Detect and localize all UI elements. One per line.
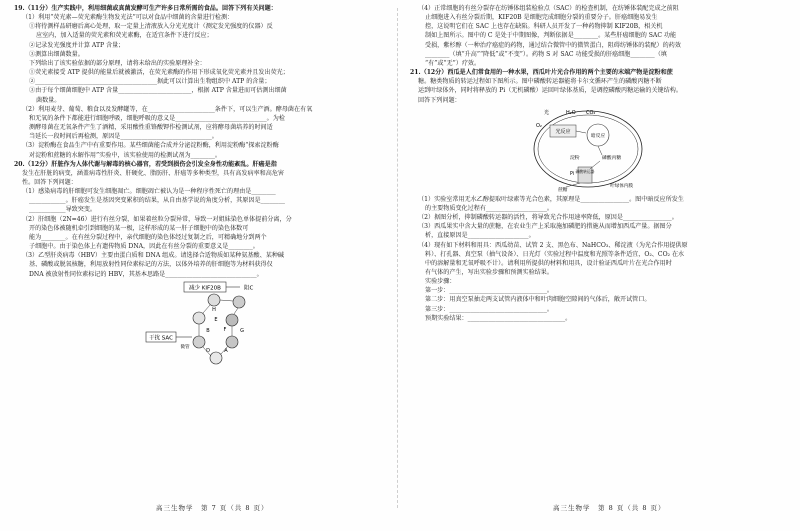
q20-part2-l3: 能为________。在有丝分裂过程中，亲代细胞的染色体经过复制之后，可精确地分到两个 (29, 233, 267, 241)
q20-part4-l5: 受损，紫杉醇（一种治疗癌症的药物，通过结合微管中的微管蛋白，阻碍纺锤体的装配）的药效 (425, 41, 681, 49)
label-e: E (214, 316, 218, 323)
q20-part4-l4: 制如上图所示。图中的 C 是处于中期图像，判断依据是________。某些肝癌细胞的 SAC 功能 (425, 32, 677, 40)
q20-part3-l2: 基、磷酸或脱氧核糖，利用放射性同位素标记的方法，以体外培养的肝细胞等为材料获得仅 (29, 261, 273, 269)
right-column (410, 4, 788, 323)
h2o-label: H₂O (566, 109, 576, 116)
q19-part2: （2）利用麦芽、葡萄、粮食以及发酵罐等，在______________________条件下，可以生产酒。酵母菌在有氧 (22, 105, 313, 113)
q20-intro-l2: 发生在肝脏的病变，涵盖病毒性肝炎、肝硬化、脂肪肝、肝癌等多种类型，具有高发病率和高危害 (22, 169, 285, 177)
q21-step2: 第二步：用真空泵抽走两支试管内液体中和叶肉细胞空隙间的气体后，敞开试管口。 (425, 296, 651, 304)
q20-part1-l3: ____________导致突变。 (29, 206, 97, 214)
q21-part1: （1）实验室常用无水乙醇提取叶绿素等光合色素，其原理是________________。图中暗反应所发生 (418, 195, 684, 203)
q21-intro-l2: 糖。糖类物质的转运过程如下图所示。图中磷酸转运器能将卡尔文循环产生的磷酸丙糖不断 (418, 78, 662, 86)
light-label: 光 (544, 109, 550, 116)
q19-principle3: ③由于每个细菌细胞中 ATP 含量________________________，根据 ATP 含量进而可估测出细菌 (29, 87, 287, 95)
pi-label: Pi (570, 171, 575, 177)
q19-principle1: ①荧光素接受 ATP 提供的能量后就被激活，在荧光素酶的作用下形成氧化荧光素并且发出荧光； (29, 69, 289, 77)
q19-principle2: ②________________________________________据此可以计算出生物组织中 ATP 的含量； (29, 78, 271, 86)
sac-label: 干扰 SAC (149, 335, 173, 342)
q19-step1: ①将待测样品研磨后离心处理，取一定量上清液放入分光光度计（测定发光强度的仪器）反 (29, 23, 273, 31)
question-21-title: 21.（12分）西瓜是人们常食用的一种水果，西瓜叶片光合作用的两个主要的末端产物是淀粉和蔗 (410, 69, 673, 77)
q19-step1-cont: 应室内，加入适量的荧光素和荧光素酶，在适宜条件下进行反应； (36, 32, 213, 40)
q20-part3-l3: DNA 被放射性同位素标记的 HBV，其基本思路是______________________________。 (29, 270, 263, 278)
cell-bottom-left (193, 336, 205, 348)
q21-steps-heading: 实验步骤： (425, 278, 456, 286)
arrow-7 (203, 305, 210, 313)
column-divider (397, 8, 398, 508)
q20-part2-l4: 子细胞中。由于染色体上有遗传物质 DNA，因此在有丝分裂的重要意义是________。 (29, 243, 259, 251)
label-microtubule: 微管 (180, 344, 190, 350)
q19-part2-l2: 和无氧的条件下都能进行细胞呼吸，细胞呼吸的意义是______________________________。为检 (29, 114, 285, 122)
q21-part1-l2: 的主要物质变化过程有____________________。 (425, 204, 553, 212)
question-20-title: 20.（12分）肝脏作为人体代谢与解毒的核心器官，若受到损伤会引发全身性功能紊乱。肝癌是指 (14, 160, 277, 168)
q20-part4: （4）正常细胞的有丝分裂存在纺锤体组装检验点（SAC）的检查机制，在纺锤体装配完成之前阻 (418, 5, 679, 12)
label-b: B (206, 327, 210, 334)
q21-intro-l3: 运到叶绿体外，同时将释放的 Pi（无机磷酸）运回叶绿体基质，是调控磷酸丙糖运输的关键结构。 (418, 87, 682, 95)
label-h: H (212, 306, 216, 313)
q21-part4-l2: 料）、打孔器、真空泵（抽气设备）、日光灯（实验过程中温度和光照等条件适宜，O₂、CO₂ 在水 (425, 250, 685, 258)
q19-principle-intro: 下列给出了该实验依据的部分原理，请将未给出的实验原理补全： (29, 59, 206, 67)
label-a: A (224, 347, 228, 354)
flow-arrow-3 (590, 161, 600, 169)
q19-part3: （3）淀粉酶在食品生产中有重要作用。某些细菌能合成并分泌淀粉酶，利用淀粉酶“探索淀粉酶 (22, 142, 279, 150)
chloroplast-figure (530, 107, 650, 193)
kif20b-label: 减少 KIF20B (189, 285, 221, 292)
cell-top-right (233, 296, 245, 308)
sucrose-label: 蔗糖 (558, 187, 568, 193)
q19-principle3-cont: 菌数量。 (36, 96, 61, 104)
q20-part1-l2: ____________。肝癌发生是基因突变累积的结果，从自由基学说的角度分析，其原因是________ (29, 197, 285, 205)
q20-part3: （3）乙型肝炎病毒（HBV）主要由蛋白质和 DNA 组成。请选择合适物质如某种氨基酸、某种碱 (22, 252, 285, 260)
q20-part2-l2: 开的染色体被随机牵引到细胞的某一极，这样形成的某一肝子细胞中的染色体数可 (29, 224, 249, 232)
q19-part2-l4: 当延长一段时间后再检测，原因是______________________________。 (29, 133, 218, 141)
page-footer-right: 高三生物学 第 8 页（共 8 页） (553, 504, 666, 512)
q20-part2: （2）肝细胞（2N=46）进行有丝分裂，如果着丝粒分裂异常，导致一对姐妹染色单体提前分离，分 (22, 215, 292, 223)
q19-step2: ②记录发光强度并计算 ATP 含量； (29, 41, 125, 49)
o2-label: O₂ (536, 122, 542, 129)
starch-label: 淀粉 (570, 155, 580, 161)
light-reaction-label: 光反应 (555, 128, 571, 135)
co2-label: CO₂ (586, 109, 596, 116)
cell-top (208, 294, 220, 306)
cell-left (193, 312, 205, 324)
flow-arrow-2 (598, 146, 602, 155)
q21-expected: 预期实验结果：________________________________。 (425, 314, 572, 322)
q21-part3: （3）西瓜果实中含大量的蔗糖，在农业生产上采取施加磷肥的措施从而增加西瓜产量。据图分 (418, 223, 672, 231)
q20-intro-l3: 性。回答下列问题： (22, 178, 77, 186)
q20-part4-l2: 止细胞进入有丝分裂后期，KIF20B 是细胞完成细胞分裂的重要分子。肝癌细胞易发生 (425, 14, 658, 22)
q21-step3: 第三步：________________________________。 (425, 305, 553, 313)
cell-cycle-figure (144, 280, 294, 368)
page-footer-left: 高三生物学 第 7 页（共 8 页） (156, 504, 269, 512)
q19-step3: ③测算出细菌数量。 (29, 50, 84, 58)
chloroplast-diagram (530, 107, 650, 193)
q21-intro-l4: 回答下列问题： (418, 96, 461, 104)
arrow-1 (220, 300, 233, 301)
triose-label: 磷酸丙糖 (602, 155, 622, 161)
block-c-label: 阻C (244, 285, 254, 292)
label-f: F (223, 326, 227, 333)
dark-reaction-label: 暗反应 (590, 133, 606, 139)
cell-bottom (210, 352, 222, 364)
label-d: D (206, 347, 210, 354)
q19-part3-l2: 对淀粉和蔗糖的水解作用”实验中，该实验使用的检测试剂为________。 (29, 151, 222, 159)
q21-part2: （2）据图分析，抑制磷酸转运器的活性，将导致光合作用速率降低，原因是________________。 (418, 214, 678, 222)
label-g: G (240, 327, 244, 334)
q21-part4: （4）现有如下材料和用具：西瓜幼苗、试管 2 支、黑色布、NaHCO₃、稀淀液（为光合作用提供原 (418, 241, 688, 249)
q21-part3-l2: 析，直接原因是____________________。 (425, 232, 535, 240)
membrane-label: 叶绿体内膜 (610, 183, 633, 189)
q21-step1: 第一步：________________________________。 (425, 287, 553, 295)
q20-part1: （1）感染病毒的肝细胞可发生细胞凋亡。细胞凋亡被认为是一种程序性死亡的理由是________ (22, 188, 276, 196)
transporter-label: 磷酸转运器 (575, 168, 595, 174)
cell-right (226, 314, 238, 326)
q20-part4-l6: ________（填“升高”“降低”或“不变”）。药物 S 对 SAC 功能受损的肝癌细胞________（填 (425, 50, 667, 58)
question-19-title: 19.（11分）生产实践中，利用细菌或真菌发酵可生产许多日常所需的食品。回答下列有关问题： (14, 5, 277, 12)
arrow-2 (234, 308, 238, 314)
left-column (14, 4, 392, 368)
q20-part4-l7: “有”或“无”）疗效。 (425, 59, 481, 67)
q21-part4-l4: 有气体的产生，写出实验步骤和预测实验结果。 (425, 268, 553, 276)
q19-part2-l3: 测酵母菌在无氧条件产生了酒精，采用酸性重铬酸钾作检测试剂，应将酵母菌培养的时间适 (29, 124, 273, 132)
cell-cycle-diagram (144, 280, 294, 368)
q20-part4-l3: 控，这说明它们在 SAC 上也存在缺陷。科研人员开发了一种药物抑制 KIF20B，相关机 (425, 23, 663, 31)
q19-part1: （1）利用“荧光素—荧光素酶生物发光法”可以对食品中细菌的含量进行检测： (22, 14, 234, 22)
flow-arrow-1 (576, 131, 586, 133)
q21-part4-l3: 中的溶解量和无氧呼吸不计）。请利用所提供的材料和用具，设计验证西瓜叶片在光合作用时 (425, 259, 672, 267)
